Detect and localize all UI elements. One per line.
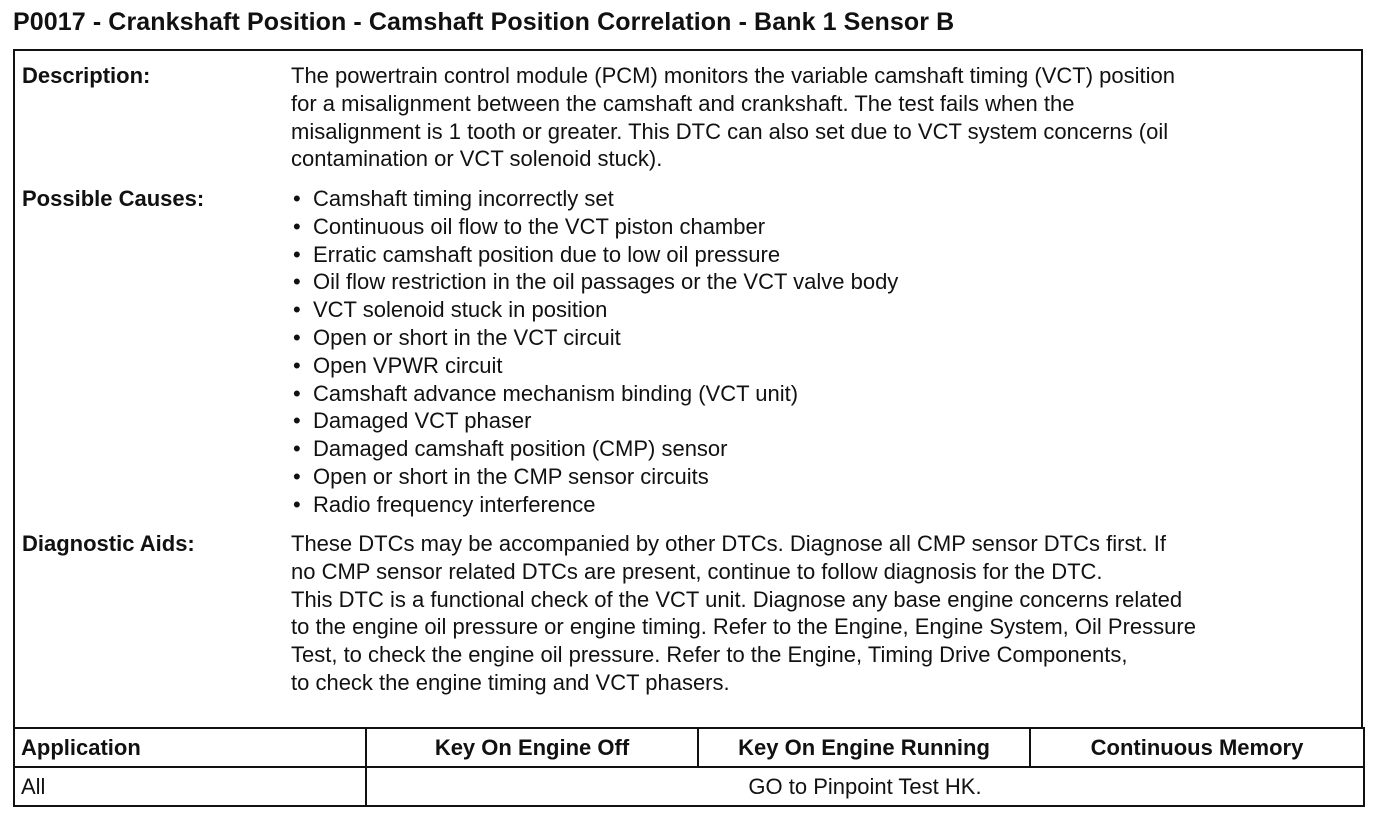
- possible-causes-list-wrap: [291, 185, 1359, 519]
- list-item: • VCT solenoid stuck in position: [291, 296, 1359, 324]
- list-item: • Erratic camshaft position due to low oil pressure: [291, 241, 1359, 269]
- diagnostic-aids-line: These DTCs may be accompanied by other DTCs. Diagnose all CMP sensor DTCs first. If: [291, 531, 1167, 556]
- description-text: [291, 62, 1359, 173]
- description-line: misalignment is 1 tooth or greater. This DTC can also set due to VCT system concerns (oil: [291, 118, 1169, 144]
- list-item: • Continuous oil flow to the VCT piston chamber: [291, 213, 1359, 241]
- diagnostic-aids-section: [15, 530, 1361, 710]
- list-item: • Open VPWR circuit: [291, 352, 1359, 380]
- table-row: [14, 767, 1364, 806]
- description-line: contamination or VCT solenoid stuck).: [291, 146, 663, 172]
- table-header-row: [14, 728, 1364, 767]
- dtc-info-box: [13, 49, 1363, 727]
- description-line: The powertrain control module (PCM) monitors the variable camshaft timing (VCT) position: [291, 63, 1175, 88]
- possible-causes-section: [15, 185, 1361, 525]
- header-application: Application: [14, 728, 366, 767]
- diagnostic-aids-line: to check the engine timing and VCT phasers.: [291, 669, 730, 695]
- list-item: • Camshaft advance mechanism binding (VCT unit): [291, 380, 1359, 408]
- list-item: • Damaged VCT phaser: [291, 407, 1359, 435]
- description-line: for a misalignment between the camshaft and crankshaft. The test fails when the: [291, 90, 1075, 116]
- header-key-on-engine-running: Key On Engine Running: [698, 728, 1030, 767]
- diagnostic-aids-label: Diagnostic Aids:: [22, 531, 195, 556]
- diagnostic-aids-text: [291, 530, 1359, 697]
- list-item: • Camshaft timing incorrectly set: [291, 185, 1359, 213]
- list-item: • Radio frequency interference: [291, 491, 1359, 519]
- list-item: • Open or short in the CMP sensor circuits: [291, 463, 1359, 491]
- header-continuous-memory: Continuous Memory: [1030, 728, 1364, 767]
- list-item: • Damaged camshaft position (CMP) sensor: [291, 435, 1359, 463]
- description-section: [15, 62, 1361, 182]
- possible-causes-label: Possible Causes:: [22, 186, 205, 211]
- list-item: • Oil flow restriction in the oil passages or the VCT valve body: [291, 268, 1359, 296]
- page-title: P0017 - Crankshaft Position - Camshaft Position Correlation - Bank 1 Sensor B: [13, 8, 955, 36]
- cell-pinpoint-test-action: GO to Pinpoint Test HK.: [366, 767, 1364, 806]
- header-key-on-engine-off: Key On Engine Off: [366, 728, 698, 767]
- list-item: • Open or short in the VCT circuit: [291, 324, 1359, 352]
- diagnostic-aids-line: no CMP sensor related DTCs are present, continue to follow diagnosis for the DTC.: [291, 558, 1103, 584]
- cell-application: All: [14, 767, 366, 806]
- diagnostic-aids-line: This DTC is a functional check of the VCT unit. Diagnose any base engine concerns related: [291, 586, 1183, 612]
- diagnostic-aids-line: Test, to check the engine oil pressure. Refer to the Engine, Timing Drive Components,: [291, 642, 1128, 668]
- description-label: Description:: [22, 63, 151, 88]
- application-table: [13, 727, 1365, 807]
- possible-causes-list: [291, 185, 1359, 519]
- diagnostic-aids-line: to the engine oil pressure or engine timing. Refer to the Engine, Engine System, Oil Pressure: [291, 614, 1196, 640]
